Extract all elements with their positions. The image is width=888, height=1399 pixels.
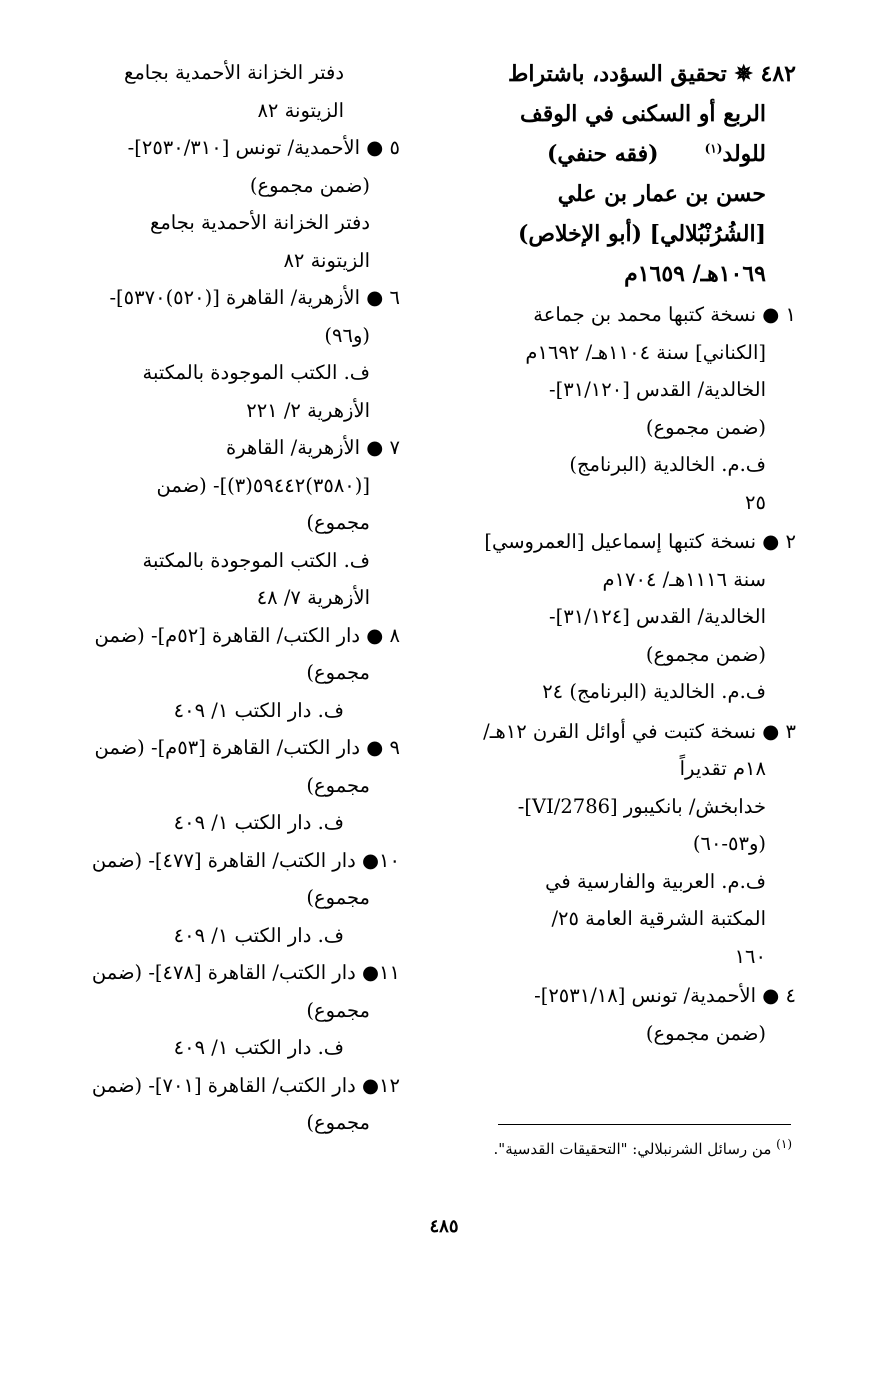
- list-item: [456, 713, 796, 976]
- entry-text: مجموع): [306, 1111, 370, 1134]
- list-item: [64, 429, 400, 617]
- entry-title: ٤٨٢ ✵ تحقيق السؤدد، باشتراط: [508, 61, 796, 87]
- entry-text: مجموع): [306, 661, 370, 684]
- reference-text: ف. دار الكتب ١/ ٤٠٩: [173, 923, 344, 947]
- bullet-icon: ●: [362, 961, 380, 984]
- entry-text: سنة ١١١٦هـ/ ١٧٠٤م: [602, 567, 766, 591]
- entry-number: ٨: [389, 623, 400, 647]
- entry-number: ٥: [389, 136, 400, 159]
- entry-number: ٤: [785, 984, 796, 1007]
- reference-text: ف.م. العربية والفارسية في: [545, 869, 766, 893]
- location-text: خدابخش/ بانكيبور [2786/VI]-: [517, 794, 766, 818]
- subject-tag: (فقه حنفي): [546, 141, 659, 167]
- reference-text: ١٦٠: [734, 944, 766, 968]
- entry-text: ١٨م تقديراً: [679, 757, 766, 780]
- entry-title: الربع أو السكنى في الوقف: [519, 101, 766, 127]
- entry-number: ١: [785, 303, 796, 326]
- entry-text: [(٣٥٨٠)٥٩٤٤٢(٣)]- (ضمن: [156, 473, 370, 497]
- entry-text: الأحمدية/ تونس [٢٥٣١/١٨]-: [534, 984, 757, 1007]
- entry-text: الأحمدية/ تونس [٢٥٣٠/٣١٠]-: [127, 136, 361, 159]
- entry-text: مجموع): [306, 886, 370, 909]
- entry-text: نسخة كتبها محمد بن جماعة: [533, 303, 757, 326]
- author-name: [الشُرُنْبُلالي] (أبو الإخلاص): [517, 221, 766, 247]
- footnote-marker: (١): [776, 1137, 792, 1151]
- entry-number: ١٢: [379, 1073, 400, 1097]
- bullet-icon: ●: [366, 286, 384, 309]
- entry-text: دار الكتب/ القاهرة [٤٧٧]- (ضمن: [91, 848, 356, 872]
- reference-text: دفتر الخزانة الأحمدية بجامع: [149, 211, 370, 234]
- entry-number: ٩: [389, 736, 400, 759]
- entry-text: نسخة كتبت في أوائل القرن ١٢هـ/: [483, 719, 757, 743]
- list-item: [456, 296, 796, 521]
- entry-text: (ضمن مجموع): [645, 1021, 766, 1045]
- reference-text: ف. دار الكتب ١/ ٤٠٩: [173, 698, 344, 722]
- entry-text: مجموع): [306, 511, 370, 534]
- bullet-icon: ●: [366, 436, 384, 459]
- list-item: [64, 279, 400, 429]
- reference-text: الزيتونة ٨٢: [283, 248, 370, 272]
- footnote: [494, 1138, 792, 1160]
- entry-text: دار الكتب/ القاهرة [٤٧٨]- (ضمن: [91, 961, 356, 984]
- reference-text: دفتر الخزانة الأحمدية بجامع: [123, 61, 344, 84]
- entry-text: [الكناني] سنة ١١٠٤هـ/ ١٦٩٢م: [525, 340, 766, 364]
- entry-text: دار الكتب/ القاهرة [٧٠١]- (ضمن: [91, 1073, 356, 1097]
- location-text: الخالدية/ القدس [٣١/١٢٠]-: [549, 378, 766, 401]
- list-item: [64, 1067, 400, 1142]
- reference-text: الأزهرية ٧/ ٤٨: [256, 586, 370, 609]
- left-column: [64, 54, 400, 1142]
- footnote-reference[interactable]: (١): [704, 141, 723, 156]
- reference-text: ف. دار الكتب ١/ ٤٠٩: [173, 811, 344, 834]
- list-item: [456, 523, 796, 711]
- bullet-icon: ●: [762, 303, 780, 326]
- reference-text: ف.م. الخالدية (البرنامج) ٢٤: [542, 680, 766, 703]
- bullet-icon: ●: [366, 736, 384, 759]
- bullet-icon: ●: [762, 984, 780, 1007]
- reference-text: ف. الكتب الموجودة بالمكتبة: [142, 361, 370, 384]
- reference-text: المكتبة الشرقية العامة ٢٥/: [551, 907, 766, 930]
- bullet-icon: ●: [362, 848, 380, 872]
- entry-text: (و٩٦): [324, 323, 370, 347]
- location-text: الخالدية/ القدس [٣١/١٢٤]-: [549, 605, 766, 628]
- page-number: ٤٨٥: [429, 1216, 459, 1237]
- bullet-icon: ●: [366, 623, 384, 647]
- reference-text: ف.م. الخالدية (البرنامج): [569, 453, 766, 476]
- location-text: (ضمن مجموع): [645, 415, 766, 439]
- reference-text: ف. الكتب الموجودة بالمكتبة: [142, 548, 370, 572]
- entry-number: ٢: [785, 530, 796, 553]
- entry-text: الأزهرية/ القاهرة [(٥٢٠)٥٣٧٠]-: [109, 286, 361, 309]
- entry-text: دار الكتب/ القاهرة [٥٣م]- (ضمن: [94, 736, 361, 759]
- author-name: حسن بن عمار بن علي: [557, 181, 766, 207]
- entry-number: ٦: [389, 286, 400, 309]
- entry-title-line: [456, 134, 796, 174]
- entry-text: نسخة كتبها إسماعيل [العمروسي]: [484, 530, 757, 553]
- reference-text: الأزهرية ٢/ ٢٢١: [246, 398, 370, 422]
- reference-text: ٢٥: [745, 490, 766, 514]
- entry-text: دار الكتب/ القاهرة [٥٢م]- (ضمن: [94, 623, 361, 647]
- reference-text: ف. دار الكتب ١/ ٤٠٩: [173, 1036, 344, 1059]
- location-text: (و٥٣-٦٠): [692, 832, 766, 855]
- list-item: [456, 977, 796, 1052]
- footnote-text: من رسائل الشرنبلالي: "التحقيقات القدسية".: [493, 1140, 772, 1158]
- reference-text: الزيتونة ٨٢: [257, 98, 344, 122]
- entry-text: الأزهرية/ القاهرة: [226, 436, 361, 459]
- right-column: [456, 54, 796, 1052]
- author-dates: ١٠٦٩هـ/ ١٦٥٩م: [624, 261, 766, 287]
- location-text: (ضمن مجموع): [645, 642, 766, 666]
- entry-number: ١٠: [379, 848, 400, 872]
- bullet-icon: ●: [366, 136, 384, 159]
- entry-number: ٣: [785, 719, 796, 743]
- entry-title: للولد: [722, 141, 766, 167]
- list-item: [64, 954, 400, 1067]
- footnote-divider: [498, 1124, 791, 1125]
- bullet-icon: ●: [362, 1073, 380, 1097]
- bullet-icon: ●: [762, 530, 780, 553]
- list-item: [64, 842, 400, 955]
- list-item: [64, 729, 400, 842]
- entry-text: مجموع): [306, 998, 370, 1022]
- list-item: [64, 617, 400, 730]
- entry-text: (ضمن مجموع): [249, 173, 370, 197]
- entry-number: ٧: [389, 436, 400, 459]
- entry-text: مجموع): [306, 773, 370, 797]
- entry-number: ١١: [379, 961, 400, 984]
- bullet-icon: ●: [762, 719, 780, 743]
- list-item: [64, 129, 400, 279]
